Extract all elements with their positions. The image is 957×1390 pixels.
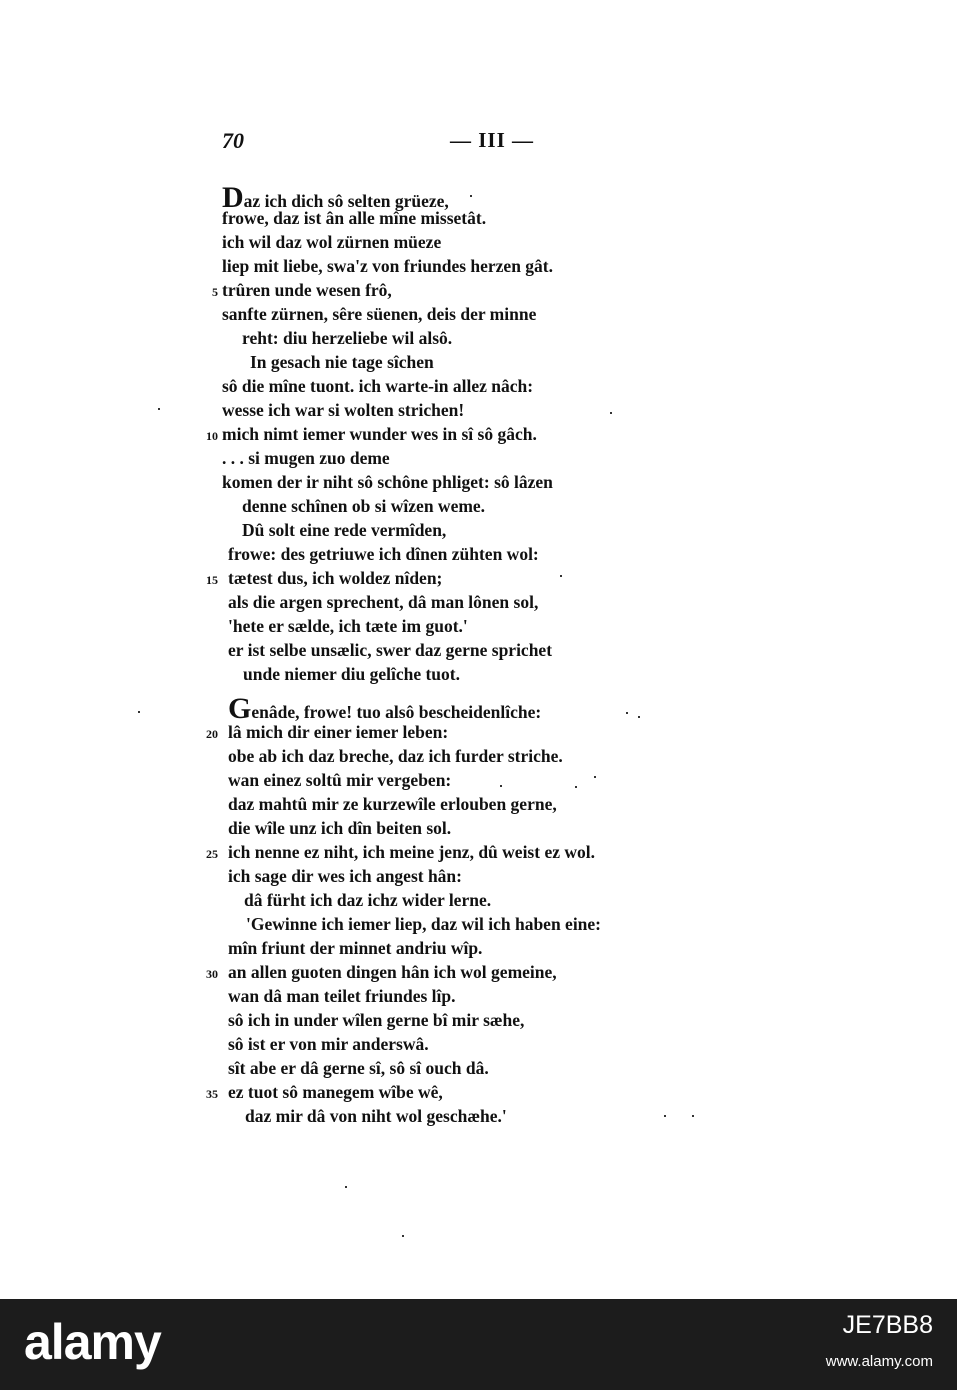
poem-line-text: ich nenne ez niht, ich meine jenz, dû weist ez wol. [228,842,595,862]
poem-line [222,304,536,325]
poem-line-text: komen der ir niht sô schône phliget: sô lâzen [222,472,553,492]
poem-line-text: mich nimt iemer wunder wes in sî sô gâch. [222,424,537,444]
poem-line [242,328,452,349]
scan-speck [470,195,472,197]
poem-line-text: ich sage dir wes ich angest hân: [228,866,462,886]
line-number: 15 [206,573,218,587]
poem-line [228,1010,524,1031]
poem-line [228,746,563,767]
poem-line-text: ich wil daz wol zürnen müeze [222,232,442,252]
poem-line [222,400,464,421]
poem-line-text: reht: diu herzeliebe wil alsô. [242,328,453,348]
poem-line-text: daz mahtû mir ze kurzewîle erlouben gerne, [228,794,557,814]
watermark-banner [0,1299,957,1390]
poem-line-text: wesse ich war si wolten strichen! [222,400,465,420]
poem-line [246,914,601,935]
line-number: 5 [212,285,218,299]
line-number: 35 [206,1087,218,1101]
poem-line [222,472,553,493]
poem-line [228,866,462,887]
poem-line [244,890,491,911]
poem-line [228,938,482,959]
poem-line [222,280,392,301]
poem-line [222,208,486,229]
scan-speck [664,1115,666,1117]
scan-speck [402,1235,404,1237]
poem-line-text: die wîle unz ich dîn beiten sol. [228,818,452,838]
scan-speck [345,1186,347,1188]
poem-line-text: er ist selbe unsælic, swer daz gerne sprichet [228,640,553,660]
scan-speck [560,575,562,577]
poem-line-text: dâ fürht ich daz ichz wider lerne. [244,890,492,910]
poem-line [228,962,557,983]
poem-line-text: wan einez soltû mir vergeben: [228,770,452,790]
poem-line [228,1034,429,1055]
site-url: www.alamy.com [825,1353,933,1370]
scan-speck [638,716,640,718]
poem-line-text: mîn friunt der minnet andriu wîp. [228,938,483,958]
scan-speck [692,1115,694,1117]
poem-line [228,592,538,613]
poem-line [228,694,541,724]
poem-line-text: tætest dus, ich woldez nîden; [228,568,443,588]
poem-line [228,1082,443,1103]
poem-line [222,424,537,445]
poem-line [242,496,485,517]
poem-line-text: trûren unde wesen frô, [222,280,392,300]
poem-line-text: liep mit liebe, swa'z von friundes herzen gât. [222,256,554,276]
scan-speck [575,786,577,788]
poem-line [250,352,434,373]
poem-line [222,256,553,277]
poem-line [242,520,446,541]
poem-line [228,986,456,1007]
poem-line [222,232,441,253]
poem-line-text: sô ich in under wîlen gerne bî mir sæhe, [228,1010,525,1030]
poem-line-text: als die argen sprechent, dâ man lônen sol, [228,592,539,612]
line-number: 25 [206,847,218,861]
alamy-logo: alamy [24,1314,161,1370]
poem-line-text: sît abe er dâ gerne sî, sô sî ouch dâ. [228,1058,489,1078]
poem-line [228,616,468,637]
poem-line-text: frowe: des getriuwe ich dînen zühten wol: [228,544,539,564]
scan-speck [610,412,612,414]
line-number: 20 [206,727,218,741]
poem-line [243,664,460,685]
scan-speck [594,776,596,778]
poem-line-text: Dû solt eine rede vermîden, [242,520,447,540]
drop-cap: D [222,181,244,214]
poem-line [222,376,533,397]
line-number: 10 [206,429,218,443]
poem-line [228,1058,489,1079]
poem-line-text: denne schînen ob si wîzen weme. [242,496,486,516]
poem-line [245,1106,507,1127]
poem-line [228,568,442,589]
poem-line-text: sanfte zürnen, sêre süenen, deis der minne [222,304,537,324]
poem-line-text: ez tuot sô manegem wîbe wê, [228,1082,443,1102]
poem-line-text: 'hete er sælde, ich tæte im guot.' [228,616,468,636]
poem-line-text: wan dâ man teilet friundes lîp. [228,986,456,1006]
poem-line-text: 'Gewinne ich iemer liep, daz wil ich haben eine: [246,914,602,934]
page-number: 70 [222,128,244,153]
poem-line-text: sô ist er von mir anderswâ. [228,1034,429,1054]
image-id: JE7BB8 [842,1311,933,1339]
scan-speck [626,712,628,714]
scan-speck [138,711,140,713]
poem-line-text: frowe, daz ist ân alle mîne missetât. [222,208,487,228]
poem-line-text: . . . si mugen zuo deme [222,448,390,468]
poem-line [228,770,451,791]
poem-line-text: daz mir dâ von niht wol geschæhe.' [245,1106,507,1126]
poem-line-text: In gesach nie tage sîchen [250,352,434,372]
section-heading: — III — [450,128,535,152]
poem-line [222,448,390,469]
poem-line-text: lâ mich dir einer iemer leben: [228,722,449,742]
poem-line [228,842,595,863]
poem-line [228,794,557,815]
line-number: 30 [206,967,218,981]
poem-line [228,640,552,661]
poem-line [228,722,448,743]
scan-speck [158,408,160,410]
poem-line-text: az ich dich sô selten grüeze, [243,191,449,211]
poem-line-text: obe ab ich daz breche, daz ich furder striche. [228,746,563,766]
poem-line-text: unde niemer diu gelîche tuot. [243,664,460,684]
poem-line [228,818,451,839]
drop-cap: G [228,692,252,725]
poem-line-text: enâde, frowe! tuo alsô bescheidenlîche: [251,702,542,722]
poem-line [228,544,539,565]
scan-speck [500,785,502,787]
poem-line-text: sô die mîne tuont. ich warte-in allez nâch: [222,376,534,396]
poem-line-text: an allen guoten dingen hân ich wol gemeine, [228,962,557,982]
